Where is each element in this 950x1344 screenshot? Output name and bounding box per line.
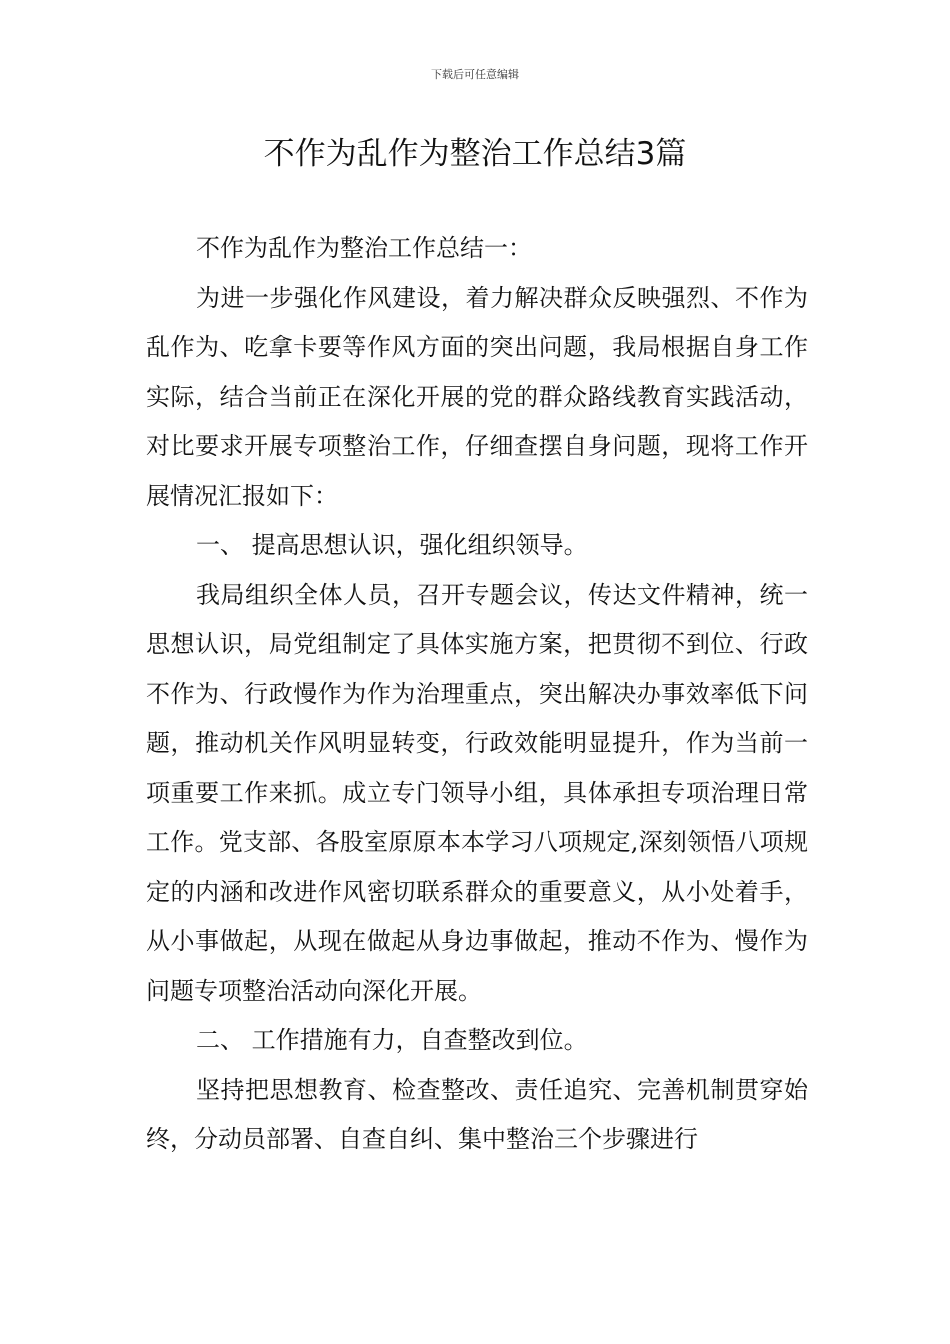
paragraph-section-2: 坚持把思想教育、检查整改、责任追究、完善机制贯穿始终，分动员部署、自查自纠、集中整治三个步骤进行 <box>146 1075 808 1153</box>
header-note: 下载后可任意编辑 <box>431 68 519 81</box>
section-heading-1: 一、 提高思想认识，强化组织领导。 <box>196 531 588 559</box>
paragraph-subtitle: 不作为乱作为整治工作总结一： <box>196 234 532 262</box>
paragraph-intro: 为进一步强化作风建设，着力解决群众反映强烈、不作为乱作为、吃拿卡要等作风方面的突出问题，我局根据自身工作实际，结合当前正在深化开展的党的群众路线教育实践活动，对比要求开展专项整治工作，仔细查摆自身问题，现将工作开展情况汇报如下： <box>146 283 808 510</box>
section-heading-2: 二、 工作措施有力，自查整改到位。 <box>196 1026 588 1054</box>
paragraph-section-1: 我局组织全体人员，召开专题会议，传达文件精神，统一思想认识，局党组制定了具体实施方案，把贯彻不到位、行政不作为、行政慢作为作为治理重点，突出解决办事效率低下问题，推动机关作风明显转变，行政效能明显提升，作为当前一项重要工作来抓。成立专门领导小组，具体承担专项治理日常工作。党支部、各股室原原本本学习八项规定,深刻领悟八项规定的内涵和改进作风密切联系群众的重要意义，从小处着手，从小事做起，从现在做起从身边事做起，推动不作为、慢作为问题专项整治活动向深化开展。 <box>146 580 808 1005</box>
document-title: 不作为乱作为整治工作总结3篇 <box>263 136 687 172</box>
document-body <box>146 224 808 1165</box>
